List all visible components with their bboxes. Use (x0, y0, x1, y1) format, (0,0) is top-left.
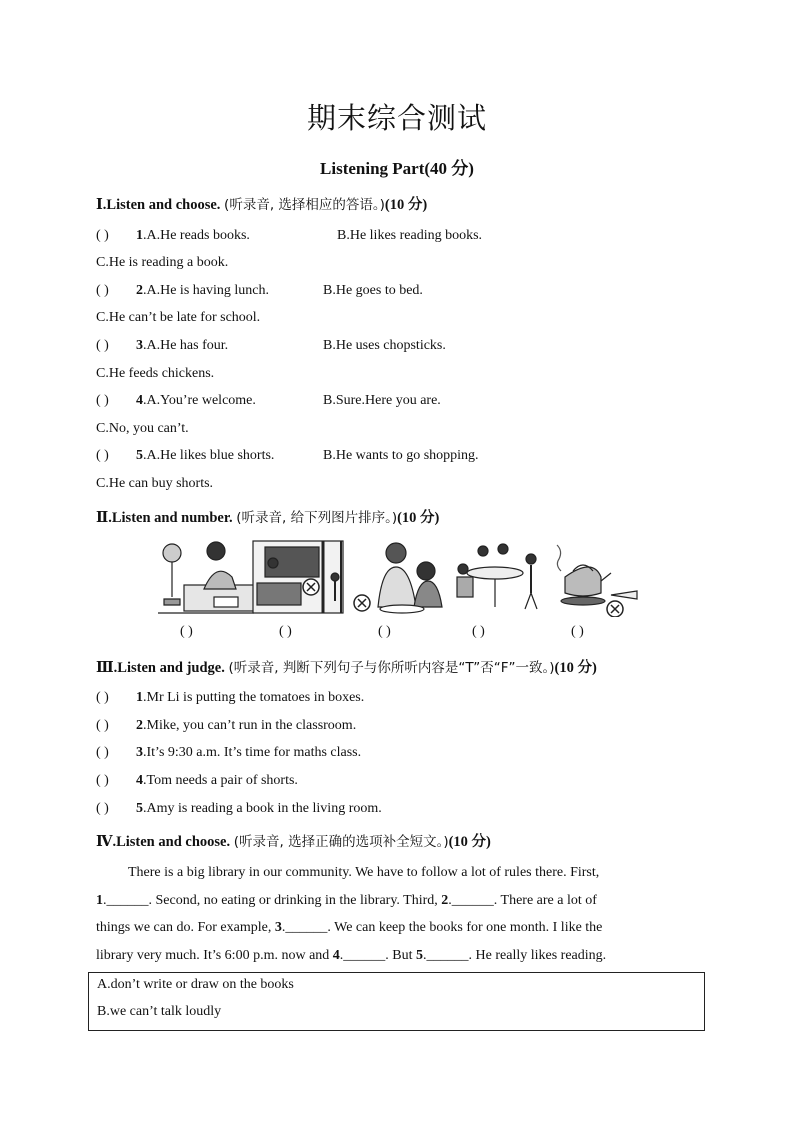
cloze-passage: There is a big library in our community. We have to follow a lot of rules there. First, 1.______. Second, no eating or drinking in the library. Third, 2.______. There are a lot of things we can do. For example, 3.______. We can keep the books for one month. I like the library very much. It’s 6:00 p.m. now and 4.______. But 5.______. He really likes reading. (96, 865, 607, 963)
section-3-heading: Ⅲ.Listen and judge. (听录音, 判断下列句子与你所听内容是“T”否“F”一致。)(10 分) (96, 660, 597, 676)
option-b: B.He likes reading books. (337, 228, 483, 243)
picture-answer-blank[interactable]: ( ) (180, 624, 193, 639)
judge-row: ( ) 4.Tom needs a pair of shorts. (96, 773, 298, 788)
question-row: ( ) 2.A.He is having lunch. (96, 283, 269, 298)
page-subtitle: Listening Part(40 分) (320, 159, 474, 178)
option-c: C.He is reading a book. (96, 255, 229, 270)
judge-row: ( ) 1.Mr Li is putting the tomatoes in boxes. (96, 690, 365, 705)
boy-studying-picture (158, 542, 254, 613)
section-2-heading: Ⅱ.Listen and number. (听录音, 给下列图片排序。)(10 分) (96, 510, 440, 526)
option-b: B.we can’t talk loudly (97, 1004, 222, 1019)
option-c: C.No, you can’t. (96, 421, 189, 436)
judge-row: ( ) 2.Mike, you can’t run in the classroom. (96, 718, 357, 733)
section-4-heading: Ⅳ.Listen and choose. (听录音, 选择正确的选项补全短文。)(10 分) (96, 834, 491, 850)
question-row: ( ) 1.A.He reads books. (96, 228, 250, 243)
kettle-picture (557, 545, 637, 617)
question-row: ( ) 5.A.He likes blue shorts. (96, 448, 275, 463)
option-c: C.He can’t be late for school. (96, 310, 261, 325)
section-1-heading: Ⅰ.Listen and choose. (听录音, 选择相应的答语。)(10 分) (96, 197, 428, 213)
picture-answer-blank[interactable]: ( ) (378, 624, 391, 639)
judge-row: ( ) 5.Amy is reading a book in the living room. (96, 801, 382, 816)
family-dinner-picture (354, 543, 442, 613)
option-b: B.He uses chopsticks. (323, 338, 446, 353)
option-c: C.He feeds chickens. (96, 366, 215, 381)
option-a: A.don’t write or draw on the books (97, 977, 294, 992)
question-row: ( ) 4.A.You’re welcome. (96, 393, 256, 408)
children-table-picture (457, 544, 537, 609)
option-b: B.Sure.Here you are. (323, 393, 441, 408)
picture-answer-blank[interactable]: ( ) (571, 624, 584, 639)
options-box (88, 972, 705, 1031)
option-b: B.He wants to go shopping. (323, 448, 479, 463)
option-c: C.He can buy shorts. (96, 476, 214, 491)
judge-row: ( ) 3.It’s 9:30 a.m. It’s time for maths class. (96, 745, 362, 760)
question-row: ( ) 3.A.He has four. (96, 338, 229, 353)
option-b: B.He goes to bed. (323, 283, 423, 298)
picture-strip (158, 537, 638, 617)
picture-answer-blank[interactable]: ( ) (472, 624, 485, 639)
page-title: 期末综合测试 (306, 101, 487, 135)
classroom-picture (253, 541, 343, 613)
picture-answer-blank[interactable]: ( ) (279, 624, 292, 639)
